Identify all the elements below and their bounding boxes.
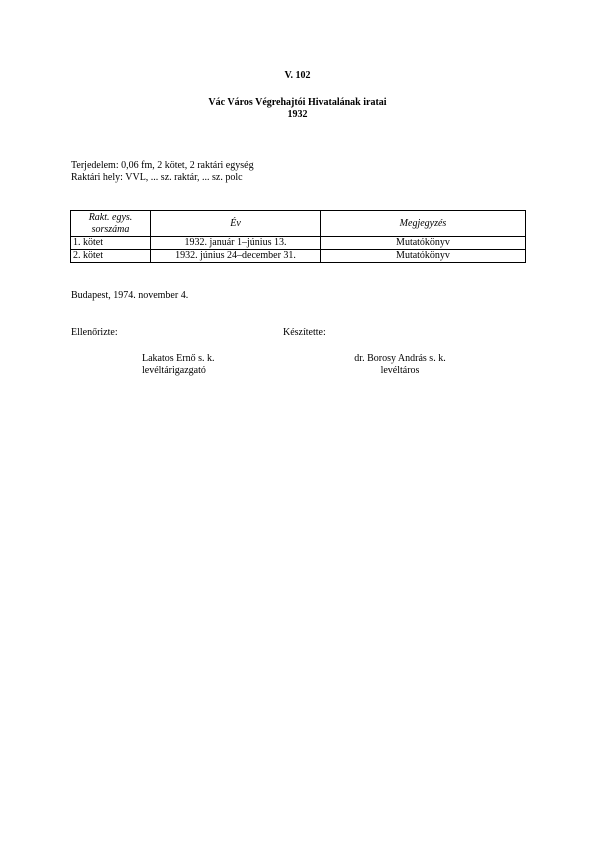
fond-year: 1932 [287,109,308,120]
preparer-title: levéltáros [380,365,420,376]
header-unit-number [71,211,151,237]
cell-year: 1932. június 24–december 31. [151,250,321,263]
cell-unit: 2. kötet [71,250,151,263]
storage-location-line: Raktári hely: VVL, ... sz. raktár, ... sz. polc [71,172,243,183]
cell-unit: 1. kötet [71,237,151,250]
header-year: Év [151,211,321,237]
table-row [71,237,526,250]
checker-name: Lakatos Ernő s. k. [142,353,215,364]
header-unit-number-line2: sorszáma [91,223,130,235]
cell-year: 1932. január 1–június 13. [151,237,321,250]
extent-line: Terjedelem: 0,06 fm, 2 kötet, 2 raktári egység [71,160,254,171]
checked-by-label: Ellenőrizte: [71,327,118,338]
checker-title: levéltárigazgató [142,365,206,376]
inventory-table [70,210,526,263]
prepared-by-label: Készítette: [283,327,326,338]
cell-note: Mutatókönyv [321,250,526,263]
header-note: Megjegyzés [321,211,526,237]
fond-title: Vác Város Végrehajtói Hivatalának iratai [208,97,387,108]
preparer-name: dr. Borosy András s. k. [354,353,446,364]
table-row [71,250,526,263]
header-unit-number-line1: Rakt. egys. [88,211,133,223]
cell-note: Mutatókönyv [321,237,526,250]
date-place: Budapest, 1974. november 4. [71,290,189,301]
fond-code: V. 102 [284,70,311,81]
table-header-row [71,211,526,237]
